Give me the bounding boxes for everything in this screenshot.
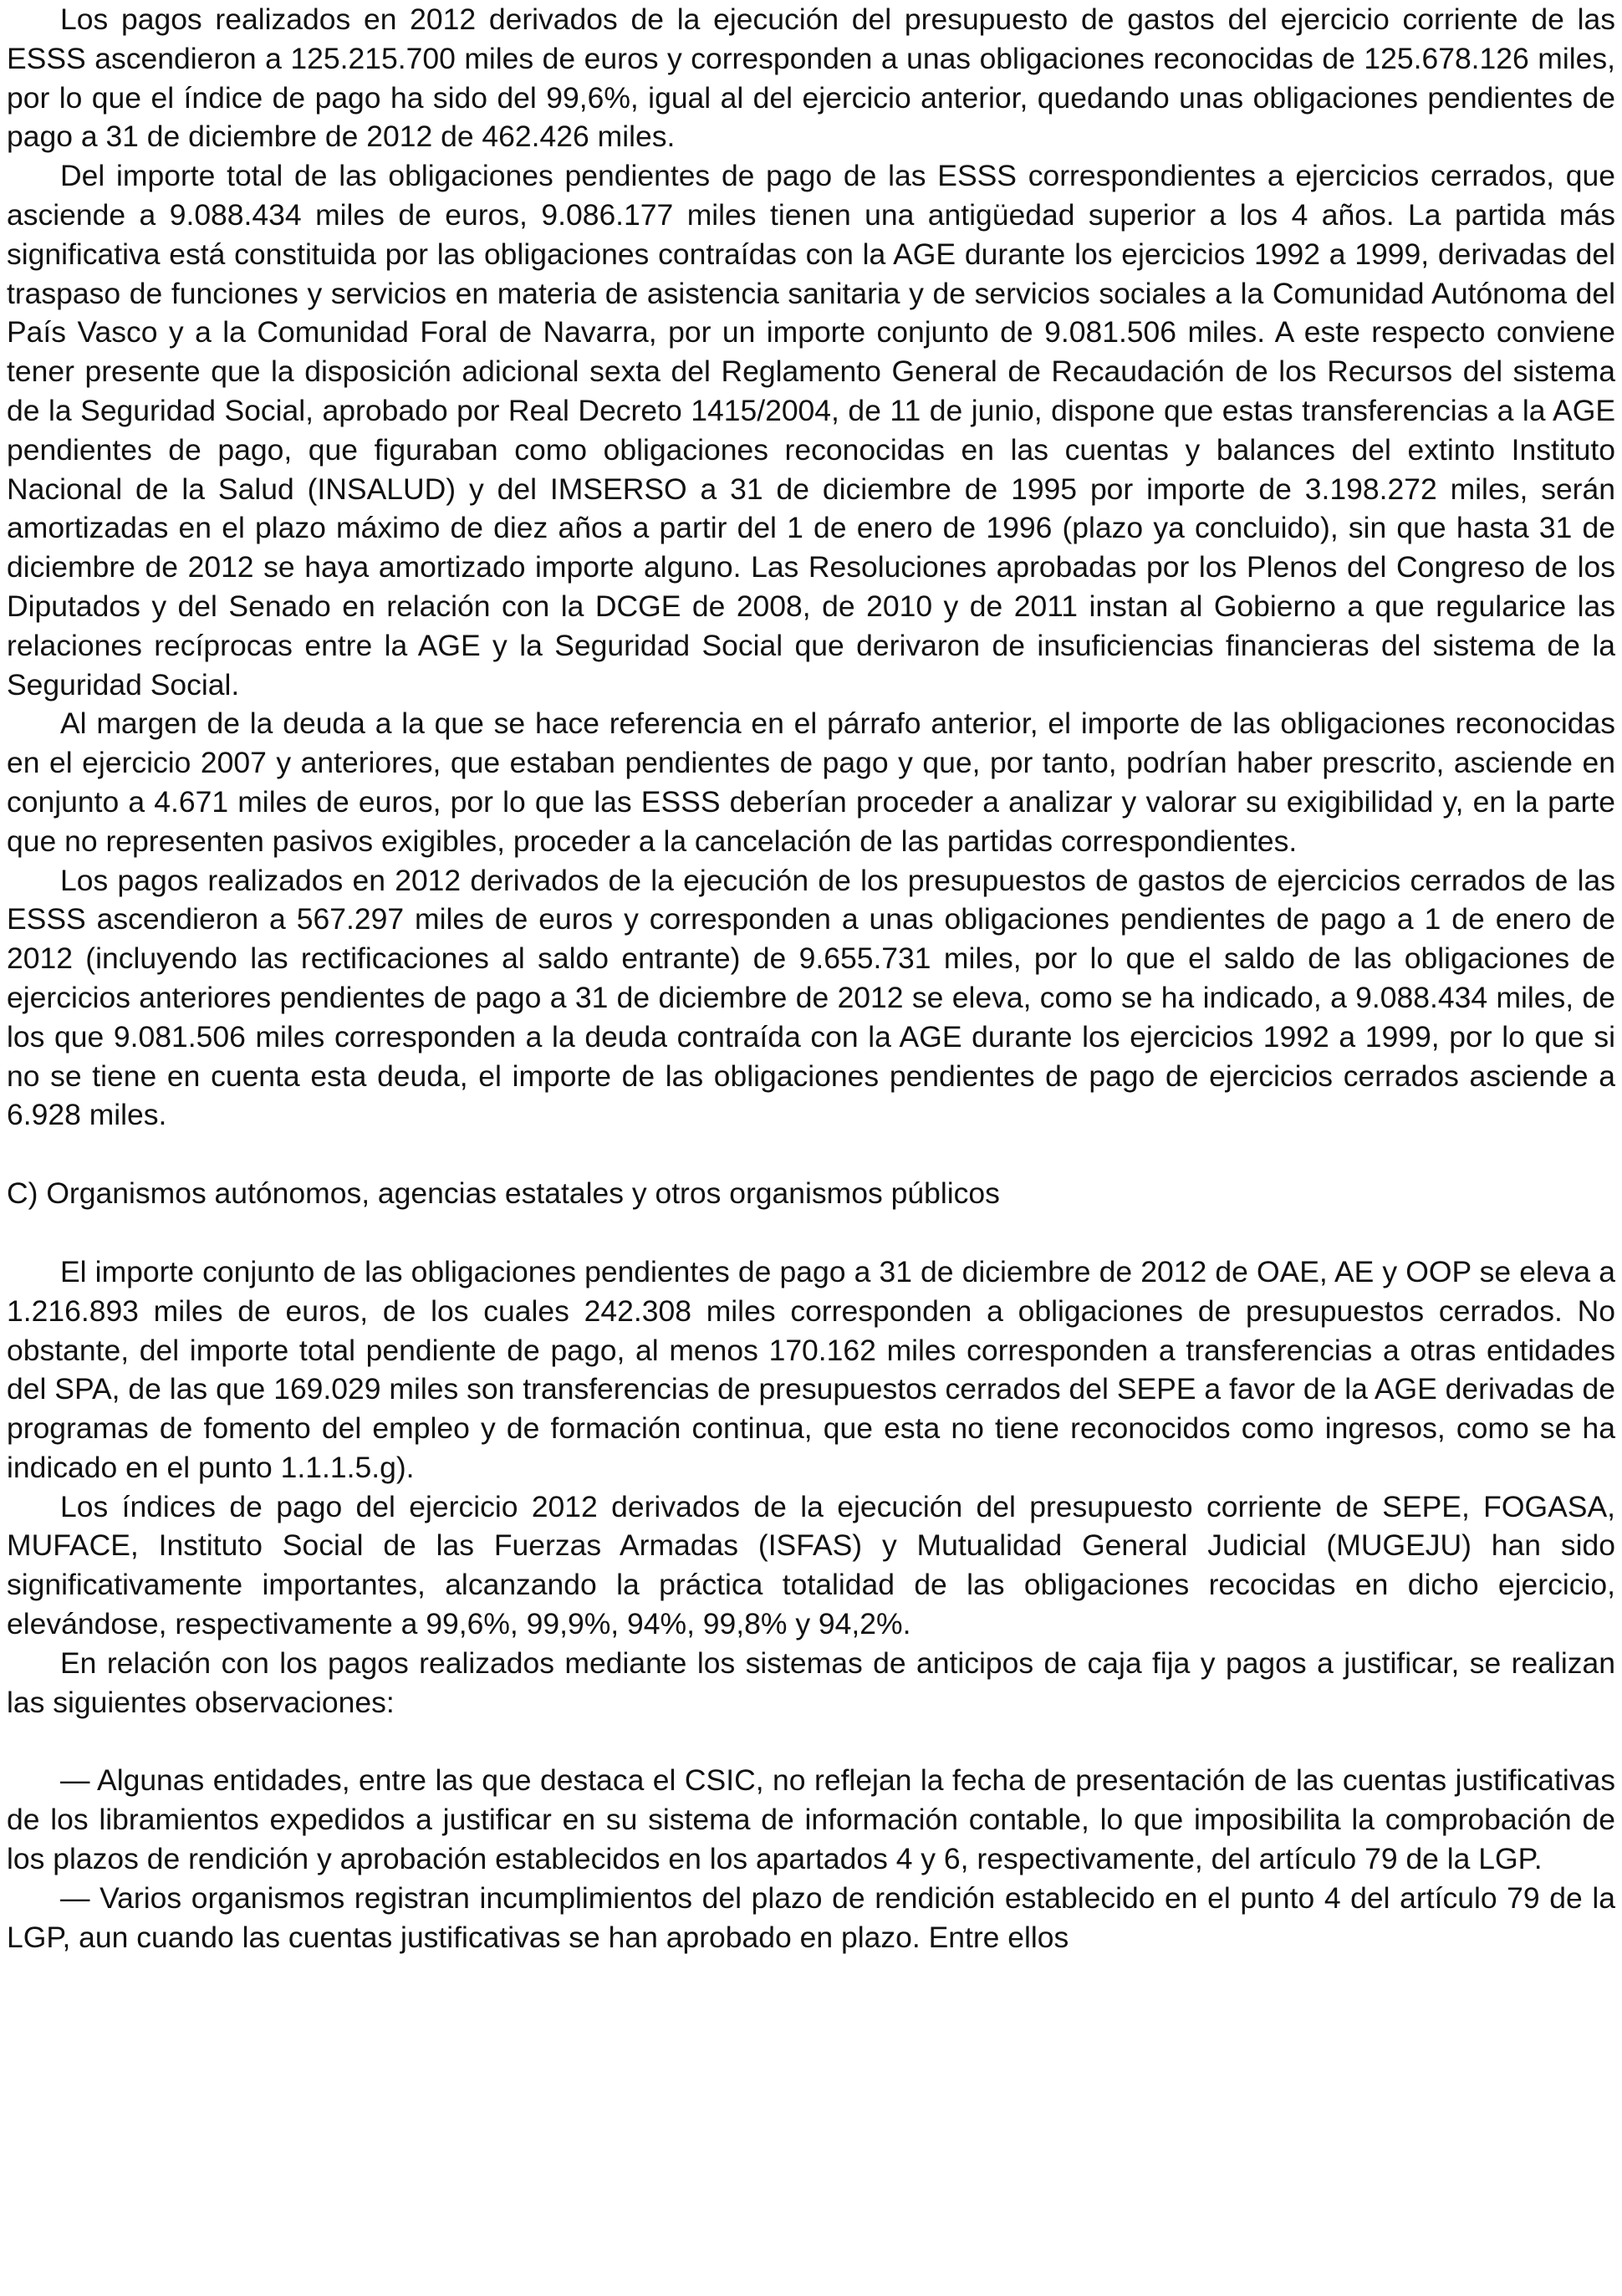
spacer (7, 1213, 1615, 1253)
paragraph-anticipos-caja: En relación con los pagos realizados mediante los sistemas de anticipos de caja fija y pagos a justificar, se realizan las siguientes observaciones: (7, 1645, 1615, 1719)
paragraph-indices-pago: Los índices de pago del ejercicio 2012 derivados de la ejecución del presupuesto corriente de SEPE, FOGASA, MUFACE, Instituto Social de las Fuerzas Armadas (ISFAS) y Mutualidad General Judicial (MUGEJU) han sido significativamente importantes, alcanzando la práctica totalidad de las obligaciones recocidas en dicho ejercicio, elevándose, respectivamente a 99,6%, 99,9%, 94%, 99,8% y 94,2%. (7, 1489, 1615, 1641)
paragraph-pagos-ejercicios-cerrados: Los pagos realizados en 2012 derivados de la ejecución de los presupuestos de gastos de ejercicios cerrados de las ESSS ascendieron a 567.297 miles de euros y corresponden a unas obligaciones pendientes de pago a 1 de enero de 2012 (incluyendo las rectificaciones al saldo entrante) de 9.655.731 miles, por lo que el saldo de las obligaciones de ejercicios anteriores pendientes de pago a 31 de diciembre de 2012 se eleva, como se ha indicado, a 9.088.434 miles, de los que 9.081.506 miles corresponden a la deuda contraída con la AGE durante los ejercicios 1992 a 1999, por lo que si no se tiene en cuenta esta deuda, el importe de las obligaciones pendientes de pago de ejercicios cerrados asciende a 6.928 miles. (7, 863, 1615, 1132)
section-heading: C) Organismos autónomos, agencias estatales y otros organismos públicos (7, 1176, 1000, 1211)
list-item: — Algunas entidades, entre las que destaca el CSIC, no reflejan la fecha de presentación de las cuentas justificativas de los libramientos expedidos a justificar en su sistema de información contable, lo que imposibilita la comprobación de los plazos de rendición y aprobación establecidos en los apartados 4 y 6, respectivamente, del artículo 79 de la LGP. (7, 1763, 1615, 1876)
paragraph-pagos-ejercicio-corriente: Los pagos realizados en 2012 derivados de la ejecución del presupuesto de gastos del ejercicio corriente de las ESSS ascendieron a 125.215.700 miles de euros y corresponden a unas obligaciones reconocidas de 125.678.126 miles, por lo que el índice de pago ha sido del 99,6%, igual al del ejercicio anterior, quedando unas obligaciones pendientes de pago a 31 de diciembre de 2012 de 462.426 miles. (7, 3, 1615, 154)
spacer (7, 1135, 1615, 1174)
paragraph-obligaciones-oae: El importe conjunto de las obligaciones pendientes de pago a 31 de diciembre de 2012 de OAE, AE y OOP se eleva a 1.216.893 miles de euros, de los cuales 242.308 miles corresponden a obligaciones de presupuestos cerrados. No obstante, del importe total pendiente de pago, al menos 170.162 miles corresponden a transferencias a otras entidades del SPA, de las que 169.029 miles son transferencias de presupuestos cerrados del SEPE a favor de la AGE derivadas de programas de fomento del empleo y de formación continua, que esta no tiene reconocidos como ingresos, como se ha indicado en el punto 1.1.1.5.g). (7, 1254, 1615, 1484)
paragraph-obligaciones-ejercicios-cerrados: Del importe total de las obligaciones pendientes de pago de las ESSS correspondientes a ejercicios cerrados, que asciende a 9.088.434 miles de euros, 9.086.177 miles tienen una antigüedad superior a los 4 años. La partida más significativa está constituida por las obligaciones contraídas con la AGE durante los ejercicios 1992 a 1999, derivadas del traspaso de funciones y servicios en materia de asistencia sanitaria y de servicios sociales a la Comunidad Autónoma del País Vasco y a la Comunidad Foral de Navarra, por un importe conjunto de 9.081.506 miles. A este respecto conviene tener presente que la disposición adicional sexta del Reglamento General de Recaudación de los Recursos del sistema de la Seguridad Social, aprobado por Real Decreto 1415/2004, de 11 de junio, dispone que estas transferencias a la AGE pendientes de pago, que figuraban como obligaciones reconocidas en las cuentas y balances del extinto Instituto Nacional de la Salud (INSALUD) y del IMSERSO a 31 de diciembre de 1995 por importe de 3.198.272 miles, serán amortizadas en el plazo máximo de diez años a partir del 1 de enero de 1996 (plazo ya concluido), sin que hasta 31 de diciembre de 2012 se haya amortizado importe alguno. Las Resoluciones aprobadas por los Plenos del Congreso de los Diputados y del Senado en relación con la DCGE de 2008, de 2010 y de 2011 instan al Gobierno a que regularice las relaciones recíprocas entre la AGE y la Seguridad Social que derivaron de insuficiencias financieras del sistema de la Seguridad Social. (7, 159, 1615, 702)
document-page (7, 0, 1615, 1957)
list-item: — Varios organismos registran incumplimientos del plazo de rendición establecido en el punto 4 del artículo 79 de la LGP, aun cuando las cuentas justificativas se han aprobado en plazo. Entre ellos (7, 1880, 1615, 1954)
spacer (7, 1722, 1615, 1761)
paragraph-deuda-prescrita: Al margen de la deuda a la que se hace referencia en el párrafo anterior, el importe de las obligaciones reconocidas en el ejercicio 2007 y anteriores, que estaban pendientes de pago y que, por tanto, podrían haber prescrito, asciende en conjunto a 4.671 miles de euros, por lo que las ESSS deberían proceder a analizar y valorar su exigibilidad y, en la parte que no representen pasivos exigibles, proceder a la cancelación de las partidas correspondientes. (7, 707, 1615, 858)
